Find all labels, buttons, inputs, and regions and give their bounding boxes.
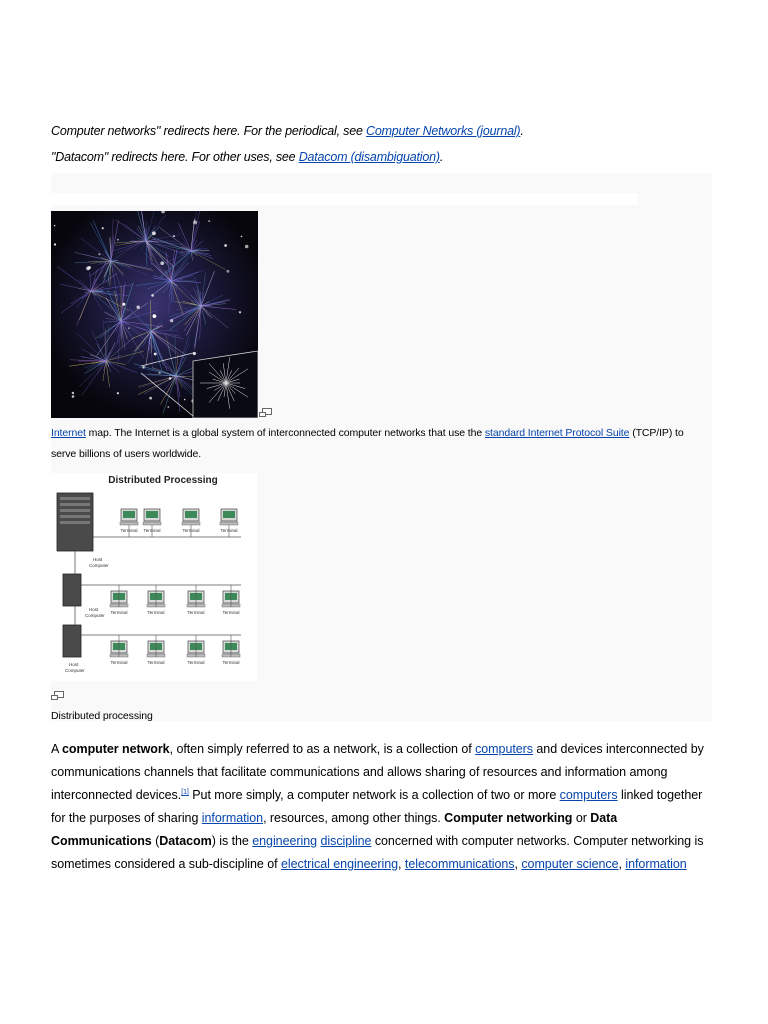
host-label: Computer bbox=[85, 613, 105, 618]
link-engineering[interactable]: engineering bbox=[252, 834, 318, 848]
host-label: Host bbox=[89, 607, 99, 612]
terminal-keyboard bbox=[120, 522, 138, 525]
terminal-screen bbox=[223, 511, 235, 518]
bold-term: Data Communications bbox=[51, 811, 618, 848]
terminal-keyboard bbox=[143, 522, 161, 525]
link-discipline[interactable]: discipline bbox=[320, 834, 372, 848]
terminal-screen bbox=[146, 511, 158, 518]
terminal-label: Terminal bbox=[147, 660, 165, 665]
link-standard-internet-protocol-suite[interactable]: standard Internet Protocol Suite bbox=[484, 427, 630, 439]
bold-term: computer network bbox=[62, 742, 170, 756]
terminal-label: Terminal bbox=[220, 528, 238, 533]
link-telecommunications[interactable]: telecommunications bbox=[404, 857, 515, 871]
bold-term: Computer networking bbox=[444, 811, 573, 825]
hatnote-datacom bbox=[51, 150, 443, 164]
host-label: Computer bbox=[65, 668, 85, 673]
figure-header-bar bbox=[51, 193, 638, 205]
internet-map-image[interactable] bbox=[51, 211, 258, 418]
hatnote-end: . bbox=[439, 150, 444, 164]
internet-map-graphic bbox=[51, 211, 258, 418]
text: linked together for the purposes of sharing bbox=[51, 788, 703, 825]
text: ( bbox=[151, 834, 160, 848]
terminal-label: Terminal bbox=[222, 610, 240, 615]
link-internet[interactable]: Internet bbox=[51, 427, 86, 439]
citation-link[interactable]: [1] bbox=[181, 788, 189, 796]
host-label: Host bbox=[93, 557, 103, 562]
link-computers[interactable]: computers bbox=[475, 742, 533, 756]
link-electrical-engineering[interactable]: electrical engineering bbox=[281, 857, 399, 871]
hatnote-text: "Datacom" redirects here. For other uses, see bbox=[51, 150, 299, 164]
text: , bbox=[618, 857, 626, 871]
figure-caption-internet-map bbox=[51, 423, 711, 465]
text: , bbox=[398, 857, 405, 871]
link-computer-science[interactable]: computer science bbox=[521, 857, 619, 871]
diagram-title: Distributed Processing bbox=[108, 475, 218, 486]
text: , often simply referred to as a network, is a collection of bbox=[169, 742, 476, 756]
terminal-label: Terminal bbox=[187, 610, 205, 615]
distributed-processing-diagram bbox=[51, 473, 257, 681]
bold-term: Datacom bbox=[159, 834, 212, 848]
text: A bbox=[51, 742, 63, 756]
hatnote-end: . bbox=[520, 124, 524, 138]
terminal-label: Terminal bbox=[182, 528, 200, 533]
distributed-processing-image[interactable] bbox=[51, 473, 257, 681]
article-paragraph bbox=[51, 738, 716, 876]
caption-text: (TCP/IP) to serve billions of users worldwide. bbox=[51, 427, 684, 460]
terminal-keyboard bbox=[182, 522, 200, 525]
text: , bbox=[514, 857, 522, 871]
link-information-technology[interactable]: information bbox=[625, 857, 687, 871]
terminal-label: Terminal bbox=[187, 660, 205, 665]
link-computer-networks-journal[interactable]: Computer Networks (journal) bbox=[366, 124, 521, 138]
terminal-screen bbox=[123, 511, 135, 518]
hatnote-text: Computer networks" redirects here. For the periodical, see bbox=[51, 124, 367, 138]
terminal-label: Terminal bbox=[143, 528, 161, 533]
text: , resources, among other things. bbox=[263, 811, 445, 825]
text: ) is the bbox=[211, 834, 253, 848]
hatnote-computer-networks bbox=[51, 124, 524, 138]
terminal-label: Terminal bbox=[110, 610, 128, 615]
figure-caption-distributed-processing: Distributed processing bbox=[51, 710, 153, 722]
text: Put more simply, a computer network is a collection of two or more bbox=[188, 788, 560, 802]
link-computers[interactable]: computers bbox=[559, 788, 618, 802]
text: or bbox=[572, 811, 591, 825]
text: concerned with computer networks. Computer networking is sometimes considered a sub-discipline of bbox=[51, 834, 704, 871]
terminal-label: Terminal bbox=[110, 660, 128, 665]
enlarge-icon[interactable] bbox=[259, 408, 272, 417]
caption-text: map. The Internet is a global system of interconnected computer networks that use the bbox=[85, 427, 485, 439]
link-information[interactable]: information bbox=[201, 811, 264, 825]
host-label: Host bbox=[69, 662, 79, 667]
text: and devices interconnected by communications channels that facilitate communications and allows sharing of resources and information among interconnected devices. bbox=[51, 742, 704, 802]
terminal-screen bbox=[185, 511, 197, 518]
terminal-label: Terminal bbox=[222, 660, 240, 665]
host-label: Computer bbox=[89, 563, 109, 568]
terminal-label: Terminal bbox=[147, 610, 165, 615]
terminal-keyboard bbox=[220, 522, 238, 525]
link-datacom-disambiguation[interactable]: Datacom (disambiguation) bbox=[298, 150, 440, 164]
enlarge-icon[interactable] bbox=[51, 691, 64, 700]
terminal-label: Terminal bbox=[120, 528, 138, 533]
